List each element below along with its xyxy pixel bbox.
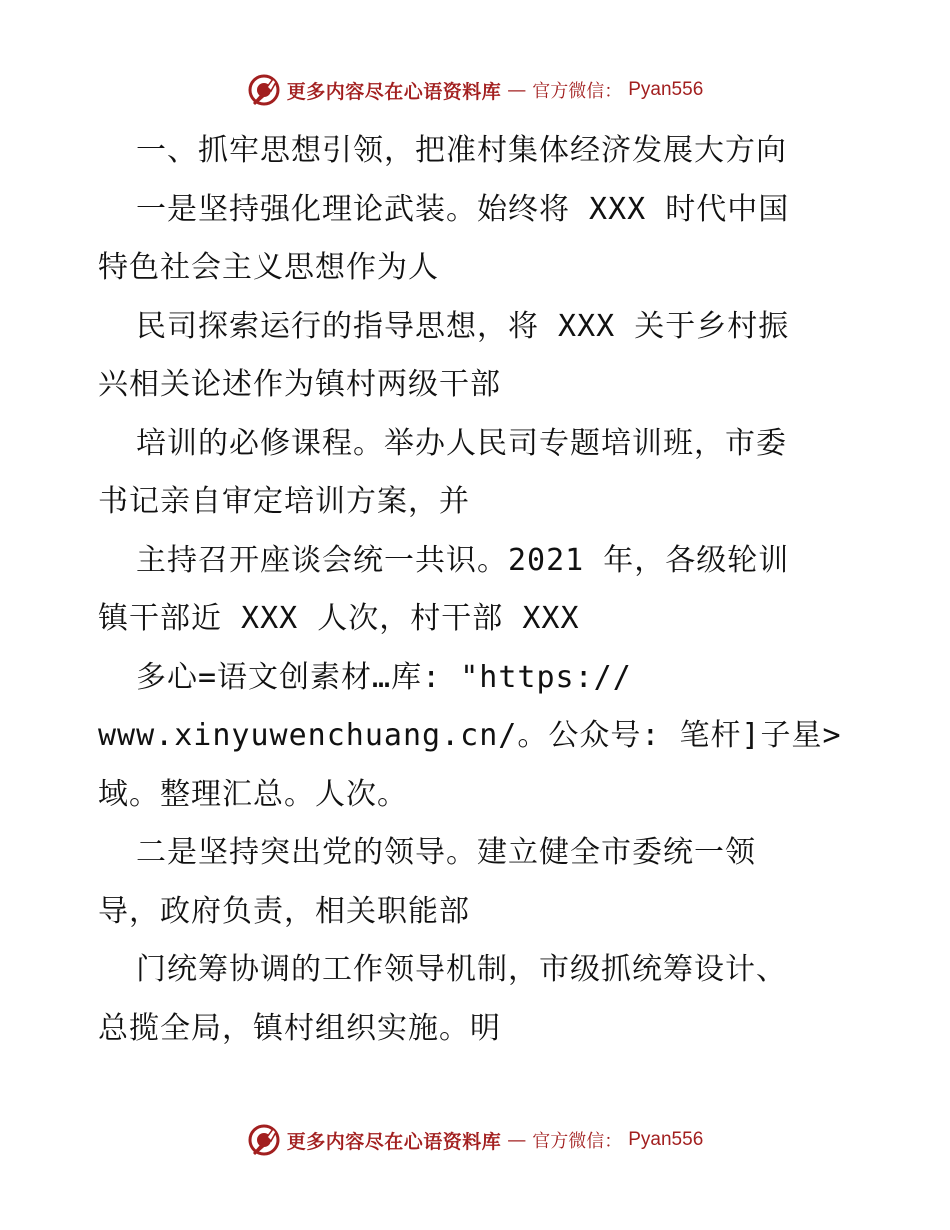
text-line: 主持召开座谈会统一共识。2021 年，各级轮训 bbox=[136, 542, 790, 578]
watermark-site-text: 更多内容尽在心语资料库 bbox=[286, 80, 502, 103]
watermark-separator: — bbox=[507, 1129, 527, 1151]
footer-watermark bbox=[0, 1120, 950, 1160]
text-line: 一、抓牢思想引领，把准村集体经济发展大方向 bbox=[136, 133, 787, 168]
watermark-wechat-label: 官方微信： bbox=[532, 1131, 623, 1152]
document-body bbox=[98, 122, 858, 1058]
watermark-wechat-id: Pyan556 bbox=[628, 1129, 704, 1150]
watermark-site-text: 更多内容尽在心语资料库 bbox=[286, 1130, 502, 1153]
text-line: 民司探索运行的指导思想，将 XXX 关于乡村振 bbox=[136, 308, 790, 344]
text-line: 特色社会主义思想作为人 bbox=[98, 250, 439, 285]
watermark-wechat-label: 官方微信： bbox=[532, 81, 623, 102]
text-line: 导，政府负责，相关职能部 bbox=[98, 893, 470, 929]
text-line: 多心=语文创素材…库: "https:// bbox=[136, 659, 632, 695]
text-line: www.xinyuwenchuang.cn/。公众号: 笔杆]子星> bbox=[98, 718, 842, 753]
text-line: 门统筹协调的工作领导机制，市级抓统筹设计、 bbox=[136, 952, 787, 987]
text-line: 域。整理汇总。人次。 bbox=[98, 776, 408, 812]
watermark-wechat-id: Pyan556 bbox=[628, 79, 704, 100]
text-line: 一是坚持强化理论武装。始终将 XXX 时代中国 bbox=[136, 191, 790, 227]
pen-logo-icon bbox=[247, 1123, 281, 1157]
text-line: 二是坚持突出党的领导。建立健全市委统一领 bbox=[136, 835, 756, 870]
watermark-separator: — bbox=[507, 79, 527, 101]
pen-logo-icon bbox=[247, 73, 281, 107]
text-line: 总揽全局，镇村组织实施。明 bbox=[98, 1010, 501, 1046]
text-line: 镇干部近 XXX 人次，村干部 XXX bbox=[98, 601, 580, 636]
text-line: 书记亲自审定培训方案，并 bbox=[98, 484, 470, 519]
header-watermark bbox=[0, 70, 950, 110]
text-line: 培训的必修课程。举办人民司专题培训班，市委 bbox=[136, 425, 787, 461]
text-line: 兴相关论述作为镇村两级干部 bbox=[98, 367, 501, 402]
